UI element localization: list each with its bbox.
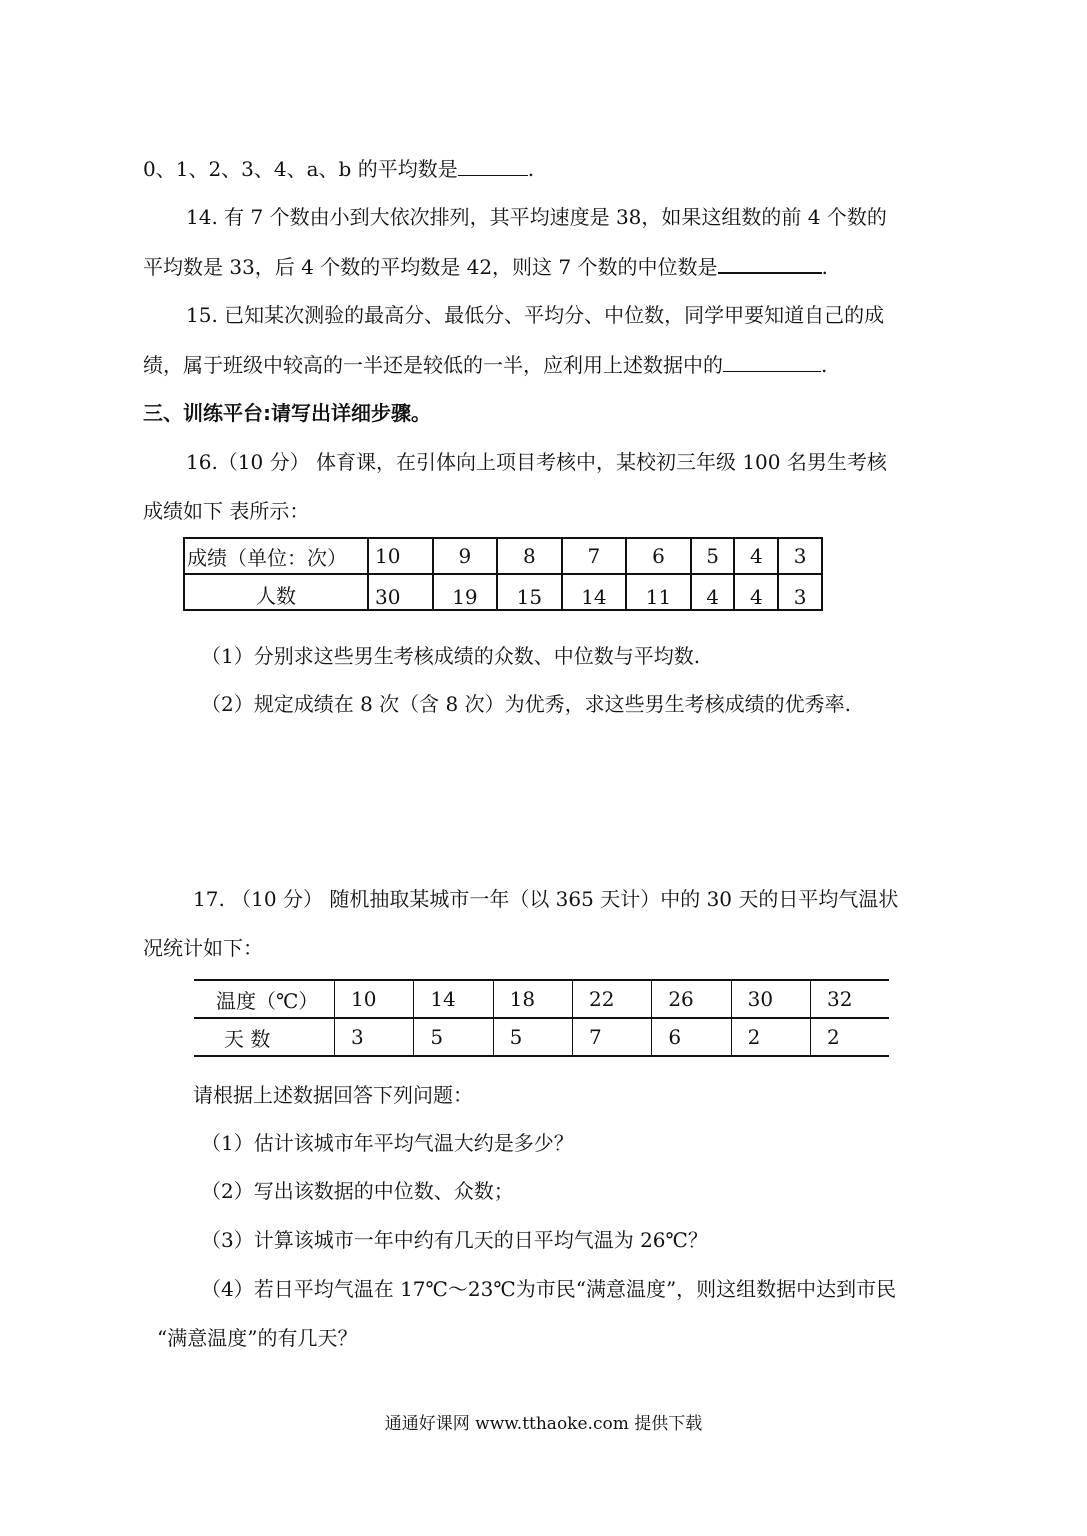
q15-line1: 15. 已知某次测验的最高分、最低分、平均分、中位数，同学甲要知道自己的成: [186, 303, 885, 327]
table-cell: 5: [414, 1018, 493, 1056]
table-cell: 2: [731, 1018, 810, 1056]
table-row: [184, 538, 822, 574]
table-cell: 7: [562, 538, 627, 574]
table-cell: 4: [734, 538, 778, 574]
q15-line2: [143, 352, 827, 378]
table-row: [194, 1018, 889, 1056]
table-cell: 9: [433, 538, 498, 574]
table-cell: 22: [572, 980, 651, 1018]
q17-line1: 17. （10 分） 随机抽取某城市一年（以 365 天计）中的 30 天的日平均气温状: [193, 887, 899, 911]
q17-sub4-line1: （4）若日平均气温在 17℃～23℃为市民“满意温度”，则这组数据中达到市民: [201, 1277, 897, 1301]
q14-line2: [143, 254, 828, 280]
table-cell: 11: [626, 574, 691, 610]
table-cell: 3: [778, 538, 822, 574]
q17-temperature-table: [194, 979, 889, 1057]
q13-answer-blank[interactable]: [458, 157, 528, 176]
table-cell: 3: [778, 574, 822, 610]
section-title: 三、训练平台: [143, 401, 263, 425]
table-cell: 10: [368, 538, 433, 574]
q14-text: 平均数是 33，后 4 个数的平均数是 42，则这 7 个数的中位数是: [143, 255, 718, 279]
table-cell: 18: [493, 980, 572, 1018]
q17-sub3: （3）计算该城市一年中约有几天的日平均气温为 26℃？: [201, 1228, 708, 1252]
table-cell: 30: [368, 574, 433, 610]
table-cell: 4: [691, 574, 735, 610]
q16-sub2: （2）规定成绩在 8 次（含 8 次）为优秀，求这些男生考核成绩的优秀率.: [201, 692, 851, 716]
q16-line1: 16.（10 分） 体育课，在引体向上项目考核中，某校初三年级 100 名男生考核: [186, 450, 887, 474]
table-cell: 6: [626, 538, 691, 574]
table-row: [184, 574, 822, 610]
section-heading: [143, 400, 431, 426]
q15-answer-blank[interactable]: [723, 353, 821, 372]
q13-end: .: [527, 157, 535, 181]
q14-line1: 14. 有 7 个数由小到大依次排列，其平均速度是 38，如果这组数的前 4 个数的: [186, 205, 887, 229]
q16-score-table: [183, 537, 823, 611]
q15-text: 绩，属于班级中较高的一半还是较低的一半，应利用上述数据中的: [143, 353, 723, 377]
q17-sub1: （1）估计该城市年平均气温大约是多少？: [201, 1131, 574, 1155]
table-cell: 26: [652, 980, 731, 1018]
section-subtitle: :请写出详细步骤。: [263, 401, 431, 425]
table-header-cell: 成绩（单位：次）: [184, 538, 368, 574]
table-cell: 15: [497, 574, 562, 610]
table-cell: 5: [493, 1018, 572, 1056]
q17-intro: 请根据上述数据回答下列问题：: [193, 1083, 473, 1107]
table-cell: 14: [562, 574, 627, 610]
table-cell: 8: [497, 538, 562, 574]
table-cell: 3: [335, 1018, 414, 1056]
page-footer: 通通好课网 www.tthaoke.com 提供下载: [384, 1414, 703, 1434]
table-cell: 2: [810, 1018, 889, 1056]
table-cell: 6: [652, 1018, 731, 1056]
q16-sub1: （1）分别求这些男生考核成绩的众数、中位数与平均数.: [201, 644, 701, 668]
q13-line: [143, 156, 534, 182]
table-header-cell: 温度（℃）: [194, 980, 335, 1018]
q13-text: 0、1、2、3、4、a、b 的平均数是: [143, 157, 458, 181]
q16-line2: 成绩如下 表所示：: [143, 499, 310, 523]
q14-end: .: [821, 255, 828, 279]
table-row-label: 人数: [184, 574, 368, 610]
table-cell: 10: [335, 980, 414, 1018]
q14-answer-blank[interactable]: [718, 254, 822, 274]
q17-sub2: （2）写出该数据的中位数、众数；: [201, 1179, 514, 1203]
table-cell: 32: [810, 980, 889, 1018]
table-cell: 30: [731, 980, 810, 1018]
table-row-label: 天 数: [194, 1018, 335, 1056]
table-cell: 4: [734, 574, 778, 610]
table-cell: 5: [691, 538, 735, 574]
q17-line2: 况统计如下：: [143, 936, 263, 960]
q17-sub4-line2: “满意温度”的有几天？: [157, 1326, 358, 1350]
table-cell: 7: [572, 1018, 651, 1056]
table-cell: 19: [433, 574, 498, 610]
q15-end: .: [821, 353, 828, 377]
table-row: [194, 980, 889, 1018]
table-cell: 14: [414, 980, 493, 1018]
